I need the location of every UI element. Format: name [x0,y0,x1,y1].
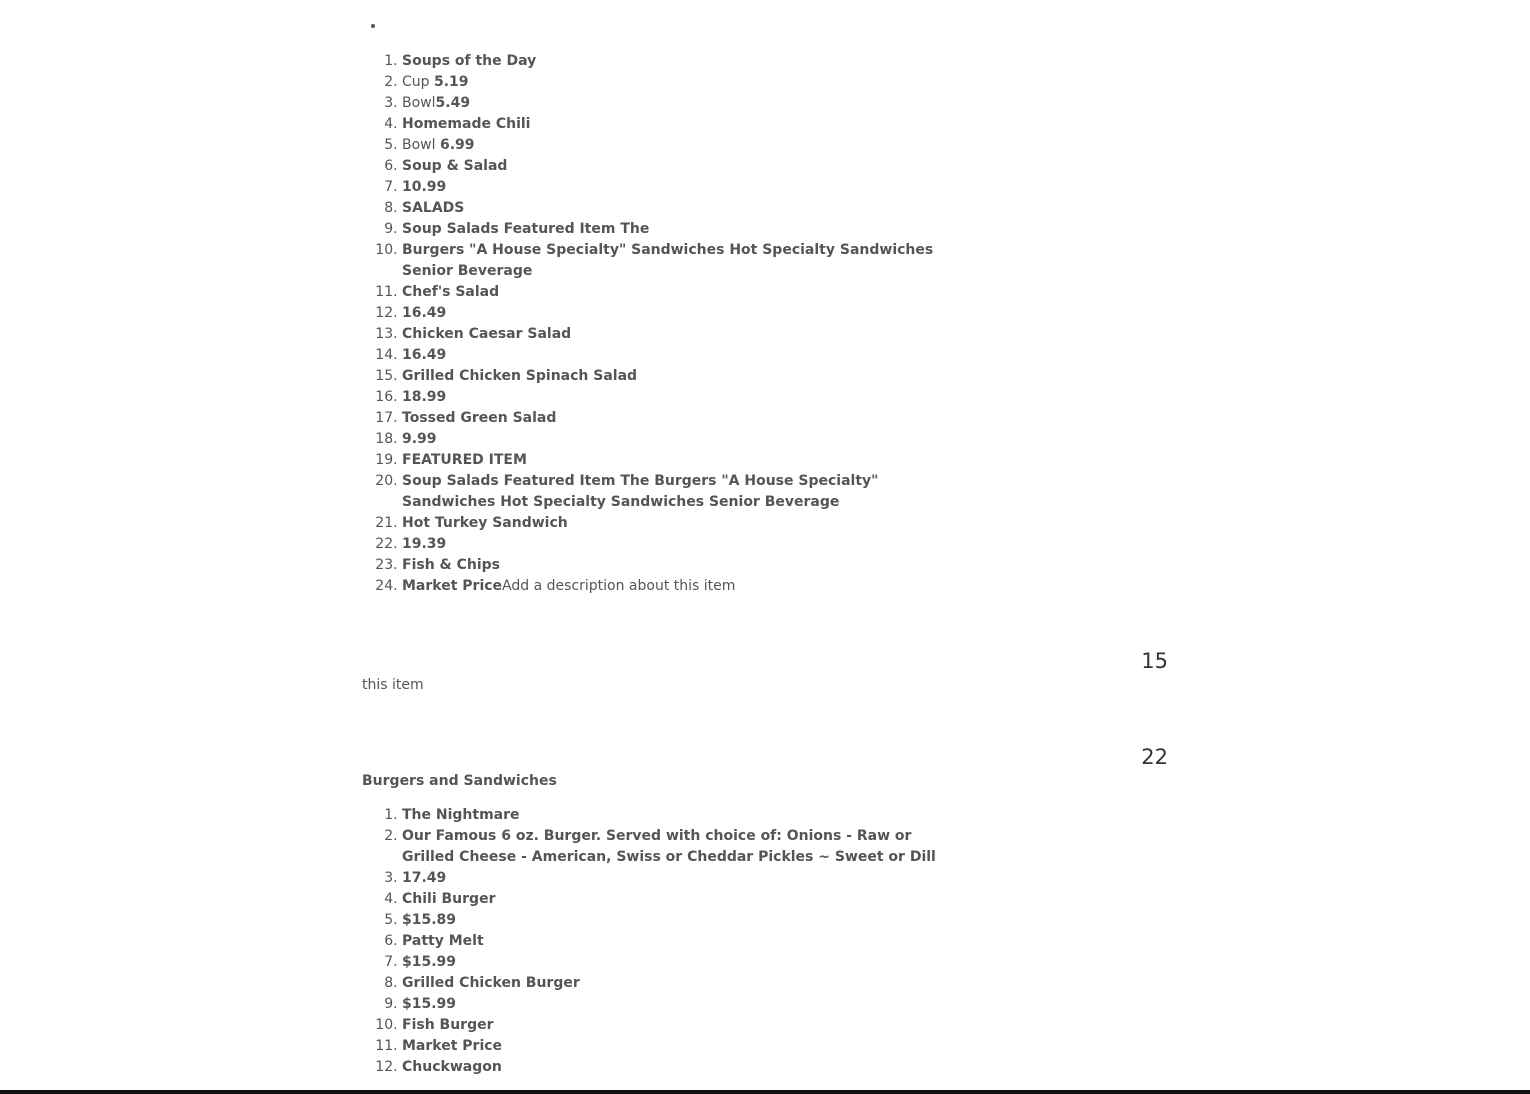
list-item: 2. Our Famous 6 oz. Burger. Served with choice of: Onions - Raw or Grilled Cheese - American, Swiss or Cheddar Pickles ~ Sweet or Dill [402,826,962,868]
list-item: 12. Chuckwagon [402,1057,962,1078]
list-item: 20. Soup Salads Featured Item The Burgers "A House Specialty" Sandwiches Hot Specialty Sandwiches Senior Beverage [402,471,962,513]
list-item: 8. Grilled Chicken Burger [402,973,962,994]
bottom-bar [0,1090,1530,1094]
section-number: 22 [1141,745,1168,769]
menu-page [362,0,1168,1078]
list-item: 9. Soup Salads Featured Item The [402,219,962,240]
list-item: 22. 19.39 [402,534,962,555]
section-number: 15 [1141,649,1168,673]
list-item: 4. Homemade Chili [402,114,962,135]
list-item: 17. Tossed Green Salad [402,408,962,429]
burgers-list [362,805,962,1078]
list-item: 21. Hot Turkey Sandwich [402,513,962,534]
list-item: 23. Fish & Chips [402,555,962,576]
list-item: 6. Soup & Salad [402,156,962,177]
section-title: Burgers and Sandwiches [362,773,557,789]
empty-bullet-list [362,16,1168,36]
list-item: 2. Cup 5.19 [402,72,962,93]
list-item: 7. 10.99 [402,177,962,198]
list-item: 1. Soups of the Day [402,51,962,72]
list-item: 6. Patty Melt [402,931,962,952]
list-item: 11. Chef's Salad [402,282,962,303]
empty-bullet-item [386,16,1168,36]
list-item: 11. Market Price [402,1036,962,1057]
list-item: 5. $15.89 [402,910,962,931]
list-item: 10. Burgers "A House Specialty" Sandwiches Hot Specialty Sandwiches Senior Beverage [402,240,962,282]
list-item: 10. Fish Burger [402,1015,962,1036]
list-item: 16. 18.99 [402,387,962,408]
item-description-fragment: this item [362,677,424,693]
list-item: 24. Market PriceAdd a description about this item [402,576,962,597]
list-item: 4. Chili Burger [402,889,962,910]
list-item: 8. SALADS [402,198,962,219]
list-item: 13. Chicken Caesar Salad [402,324,962,345]
list-item: 3. Bowl5.49 [402,93,962,114]
list-item: 18. 9.99 [402,429,962,450]
list-item: 15. Grilled Chicken Spinach Salad [402,366,962,387]
list-item: 19. FEATURED ITEM [402,450,962,471]
list-item: 9. $15.99 [402,994,962,1015]
soups-salads-list [362,51,962,597]
list-item: 5. Bowl 6.99 [402,135,962,156]
list-item: 3. 17.49 [402,868,962,889]
list-item: 7. $15.99 [402,952,962,973]
list-item: 1. The Nightmare [402,805,962,826]
list-item: 14. 16.49 [402,345,962,366]
list-item: 12. 16.49 [402,303,962,324]
